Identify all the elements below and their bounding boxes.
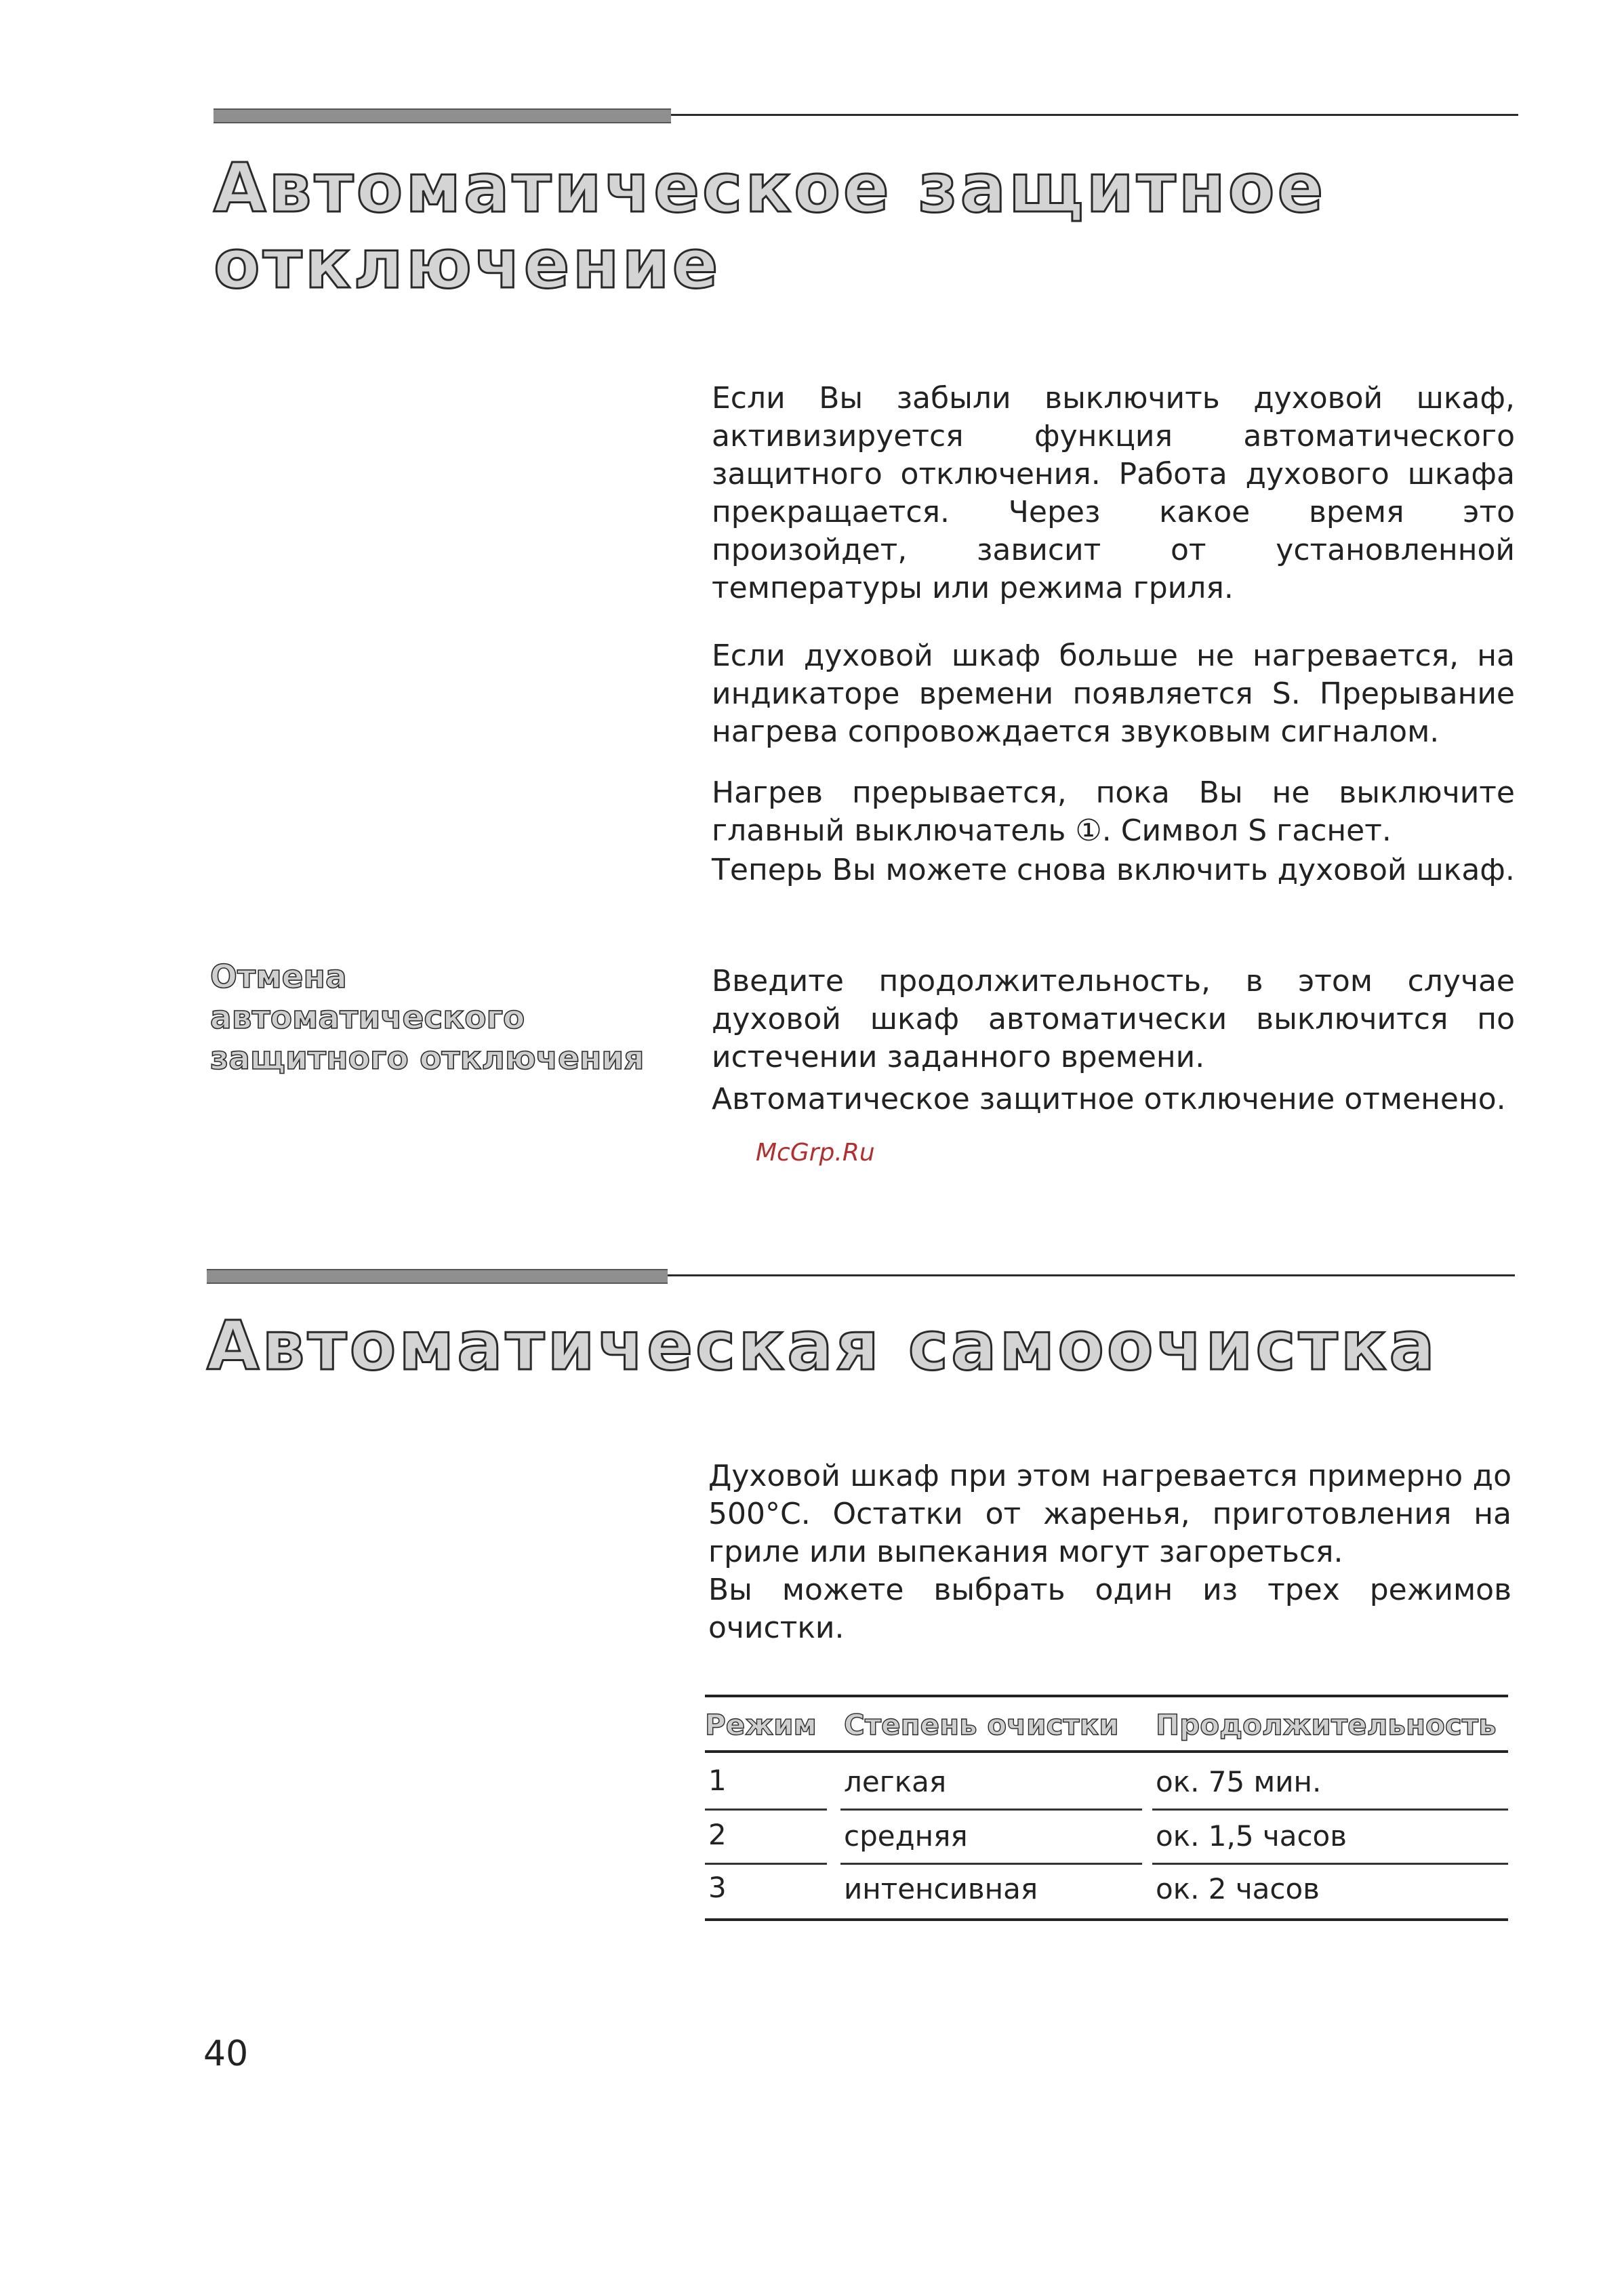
section1-title <box>214 150 1326 302</box>
table-top-rule <box>705 1695 1508 1697</box>
section2-paragraph-1a: Духовой шкаф при этом нагревается примерно до 500°C. Остатки от жаренья, приготовления на гриле или выпекания могут загореться. <box>708 1459 1511 1569</box>
table-row1-level: легкая <box>844 1765 947 1798</box>
table-header-rule <box>705 1750 1508 1753</box>
table-row1-rule-b <box>840 1809 1142 1811</box>
table-row3-mode: 3 <box>708 1871 727 1904</box>
section2-paragraph-1b: Вы можете выбрать один из трех режимов очистки. <box>708 1573 1511 1645</box>
watermark-text: McGrp.Ru <box>756 1139 875 1167</box>
table-row3-level: интенсивная <box>844 1872 1038 1905</box>
cancel-shutdown-label-line2: автоматического <box>210 999 525 1036</box>
page-number: 40 <box>203 2034 249 2074</box>
section1-paragraph-3b: Теперь Вы можете снова включить духовой шкаф. <box>712 853 1515 887</box>
section2-title: Автоматическая самоочистка <box>207 1306 1438 1386</box>
section2-accent-bar <box>207 1269 668 1284</box>
table-row2-mode: 2 <box>708 1818 727 1851</box>
table-header-duration: Продолжительность <box>1156 1708 1497 1741</box>
section1-title-line2: отключение <box>214 224 721 304</box>
table-row3-duration: ок. 2 часов <box>1156 1872 1320 1905</box>
table-header-mode: Режим <box>705 1708 817 1741</box>
section1-paragraph-4a: Введите продолжительность, в этом случае духовой шкаф автоматически выключится по истечении заданного времени. <box>712 964 1515 1074</box>
table-row1-rule-c <box>1152 1809 1508 1811</box>
cancel-shutdown-label <box>210 957 685 1079</box>
section1-title-line1: Автоматическое защитное <box>214 148 1326 228</box>
cancel-shutdown-label-line3: защитного отключения <box>210 1040 645 1077</box>
table-row2-rule-b <box>840 1863 1142 1865</box>
cancel-shutdown-label-line1: Отмена <box>210 958 347 996</box>
table-row1-duration: ок. 75 мин. <box>1156 1765 1322 1798</box>
table-row1-rule-a <box>705 1809 827 1811</box>
section1-paragraph-3a: Нагрев прерывается, пока Вы не выключите главный выключатель ①. Символ S гаснет. <box>712 775 1515 848</box>
section1-accent-bar <box>214 108 671 123</box>
table-row2-rule-c <box>1152 1863 1508 1865</box>
section1-paragraph-1: Если Вы забыли выключить духовой шкаф, активизируется функция автоматического защитного отключения. Работа духового шкафа прекращается. Через какое время это произойдет, зависит от установленной температуры или режима гриля. <box>712 381 1515 605</box>
table-header-level: Степень очистки <box>844 1708 1119 1741</box>
table-row2-level: средняя <box>844 1819 968 1853</box>
section1-paragraph-4b: Автоматическое защитное отключение отменено. <box>712 1082 1506 1116</box>
section1-paragraph-2: Если духовой шкаф больше не нагревается, на индикаторе времени появляется S. Прерывание нагрева сопровождается звуковым сигналом. <box>712 639 1515 749</box>
table-row2-rule-a <box>705 1863 827 1865</box>
table-bottom-rule <box>705 1918 1508 1921</box>
table-row1-mode: 1 <box>708 1764 727 1797</box>
table-row2-duration: ок. 1,5 часов <box>1156 1819 1347 1853</box>
